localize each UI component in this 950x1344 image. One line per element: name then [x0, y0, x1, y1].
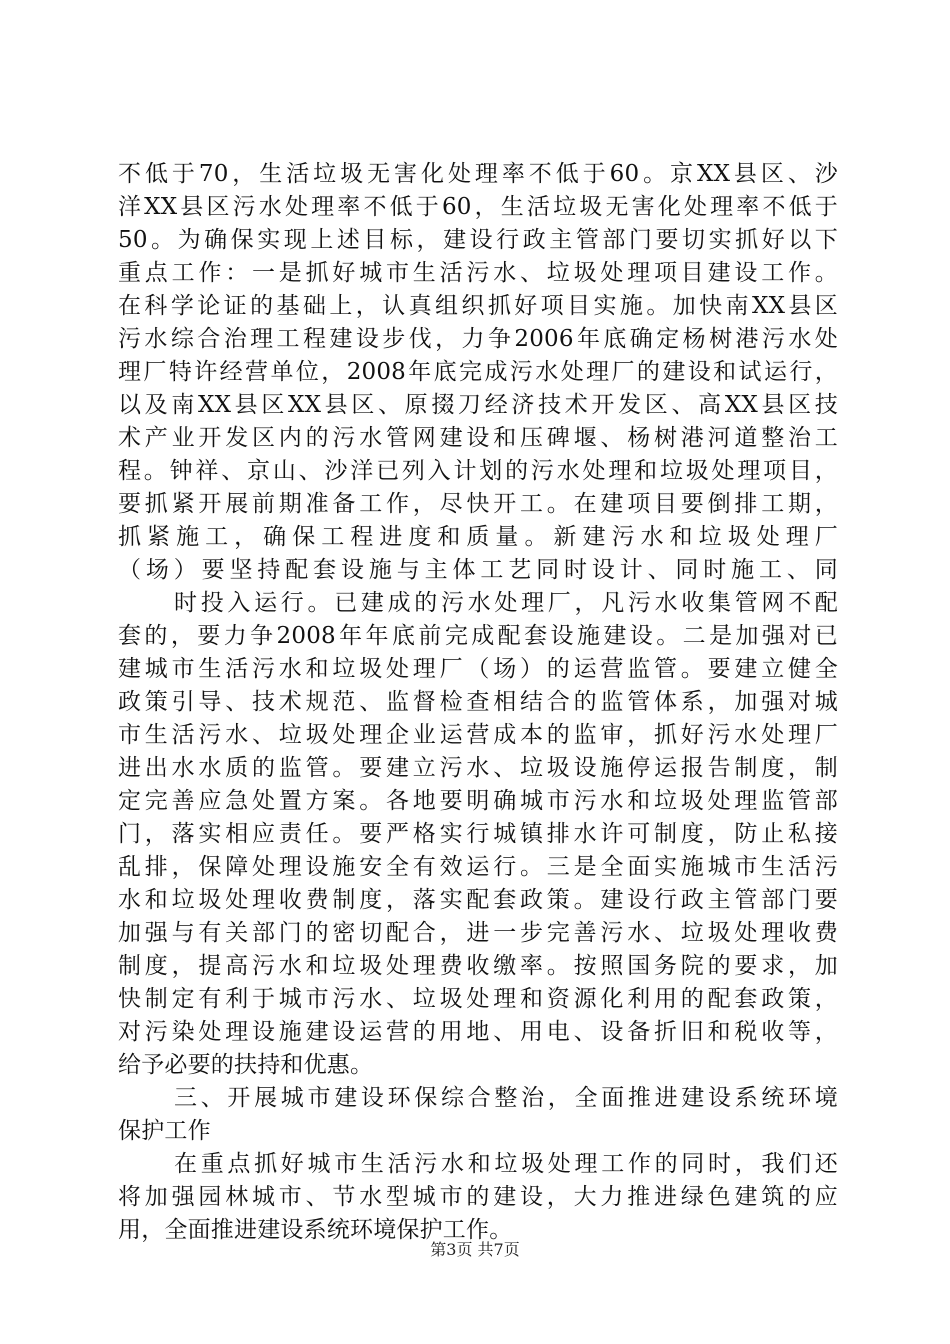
- text-line: （场）要坚持配套设施与主体工艺同时设计、同时施工、同: [118, 557, 838, 583]
- text-line: 快制定有利于城市污水、垃圾处理和资源化利用的配套政策，: [118, 986, 838, 1012]
- text-line: 政策引导、技术规范、监督检查相结合的监管体系，加强对城: [118, 689, 838, 715]
- text-line: 在重点抓好城市生活污水和垃圾处理工作的同时，我们还: [174, 1151, 838, 1177]
- text-line: 门，落实相应责任。要严格实行城镇排水许可制度，防止私接: [118, 821, 838, 847]
- text-line: 对污染处理设施建设运营的用地、用电、设备折旧和税收等，: [118, 1019, 838, 1045]
- text-line: 市生活污水、垃圾处理企业运营成本的监审，抓好污水处理厂: [118, 722, 838, 748]
- page-number-footer: 第3页 共7页: [430, 1240, 520, 1259]
- text-line: 程。钟祥、京山、沙洋已列入计划的污水处理和垃圾处理项目，: [118, 458, 838, 484]
- text-line: 术产业开发区内的污水管网建设和压碑堰、杨树港河道整治工: [118, 425, 838, 451]
- text-line: 进出水水质的监管。要建立污水、垃圾设施停运报告制度，制: [118, 755, 838, 781]
- section-heading-line: 三、开展城市建设环保综合整治，全面推进建设系统环境: [174, 1085, 838, 1111]
- text-line: 洋XX县区污水处理率不低于60，生活垃圾无害化处理率不低于: [118, 194, 838, 220]
- text-line: 用，全面推进建设系统环境保护工作。: [118, 1217, 513, 1243]
- text-line: 时投入运行。已建成的污水处理厂，凡污水收集管网不配: [174, 590, 838, 616]
- text-line: 不低于70，生活垃圾无害化处理率不低于60。京XX县区、沙: [118, 161, 838, 187]
- text-line: 加强与有关部门的密切配合，进一步完善污水、垃圾处理收费: [118, 920, 838, 946]
- text-line: 重点工作：一是抓好城市生活污水、垃圾处理项目建设工作。: [118, 260, 838, 286]
- text-line: 给予必要的扶持和优惠。: [118, 1052, 374, 1078]
- text-line: 以及南XX县区XX县区、原掇刀经济技术开发区、高XX县区技: [118, 392, 838, 418]
- text-line: 要抓紧开展前期准备工作，尽快开工。在建项目要倒排工期，: [118, 491, 838, 517]
- section-heading-line: 保护工作: [118, 1118, 211, 1144]
- text-line: 在科学论证的基础上，认真组织抓好项目实施。加快南XX县区: [118, 293, 838, 319]
- text-line: 50。为确保实现上述目标，建设行政主管部门要切实抓好以下: [118, 227, 838, 253]
- text-line: 建城市生活污水和垃圾处理厂（场）的运营监管。要建立健全: [118, 656, 838, 682]
- body-text: [118, 158, 838, 1247]
- text-line: 水和垃圾处理收费制度，落实配套政策。建设行政主管部门要: [118, 887, 838, 913]
- text-line: 套的，要力争2008年年底前完成配套设施建设。二是加强对已: [118, 623, 838, 649]
- text-line: 定完善应急处置方案。各地要明确城市污水和垃圾处理监管部: [118, 788, 838, 814]
- text-line: 乱排，保障处理设施安全有效运行。三是全面实施城市生活污: [118, 854, 838, 880]
- text-line: 制度，提高污水和垃圾处理费收缴率。按照国务院的要求，加: [118, 953, 838, 979]
- text-line: 理厂特许经营单位，2008年底完成污水处理厂的建设和试运行，: [118, 359, 838, 385]
- text-line: 抓紧施工，确保工程进度和质量。新建污水和垃圾处理厂: [118, 524, 838, 550]
- text-line: 将加强园林城市、节水型城市的建设，大力推进绿色建筑的应: [118, 1184, 838, 1210]
- text-line: 污水综合治理工程建设步伐，力争2006年底确定杨树港污水处: [118, 326, 838, 352]
